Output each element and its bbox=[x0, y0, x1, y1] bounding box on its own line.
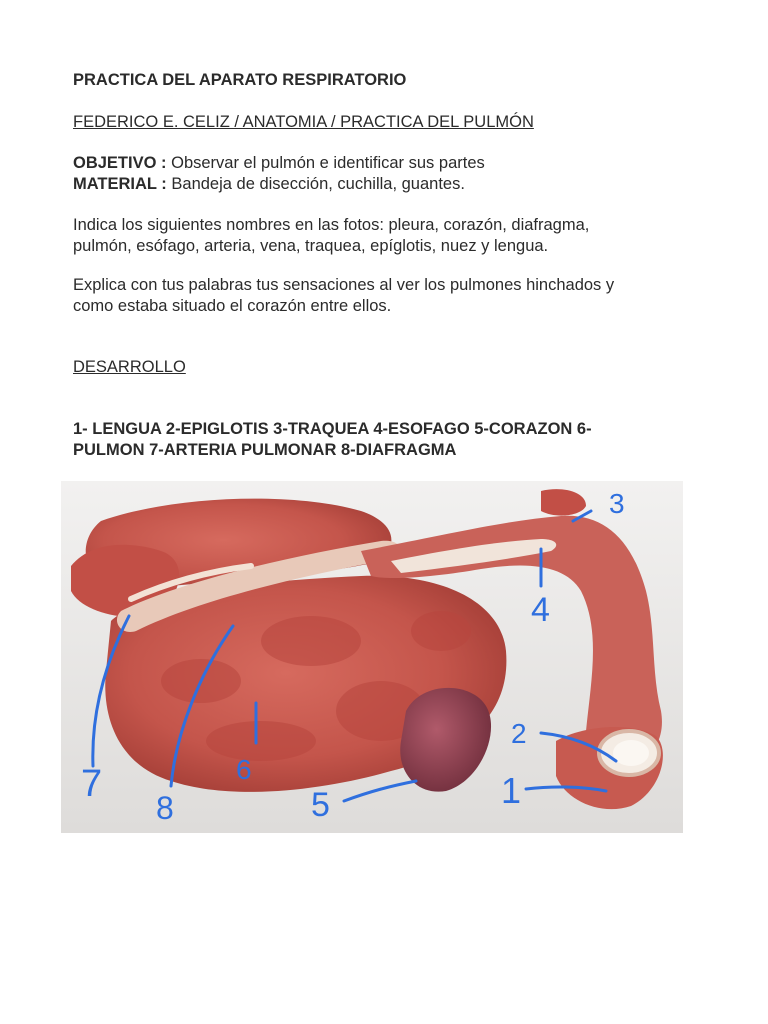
document-title: PRACTICA DEL APARATO RESPIRATORIO bbox=[73, 71, 407, 89]
desarrollo-heading: DESARROLLO bbox=[73, 358, 186, 376]
objetivo-text: Observar el pulmón e identificar sus partes bbox=[171, 154, 485, 172]
lung-dissection-photo bbox=[61, 481, 683, 833]
explica-line-1: Explica con tus palabras tus sensaciones al ver los pulmones hinchados y bbox=[73, 276, 615, 294]
author-line: FEDERICO E. CELIZ / ANATOMIA / PRACTICA DEL PULMÓN bbox=[73, 113, 534, 131]
indica-line-2: pulmón, esófago, arteria, vena, traquea, epíglotis, nuez y lengua. bbox=[73, 237, 549, 255]
legend-line-2: PULMON 7-ARTERIA PULMONAR 8-DIAFRAGMA bbox=[73, 441, 457, 459]
objetivo-line bbox=[73, 153, 485, 173]
label-3: 3 bbox=[609, 488, 625, 519]
objetivo-label: OBJETIVO : bbox=[73, 154, 167, 172]
explica-line-2: como estaba situado el corazón entre ellos. bbox=[73, 297, 392, 315]
material-text: Bandeja de disección, cuchilla, guantes. bbox=[171, 175, 465, 193]
label-2: 2 bbox=[511, 718, 527, 749]
material-line bbox=[73, 174, 465, 194]
label-1: 1 bbox=[501, 770, 522, 811]
label-8: 8 bbox=[156, 790, 174, 826]
label-4: 4 bbox=[531, 591, 550, 629]
material-label: MATERIAL : bbox=[73, 175, 167, 193]
label-7: 7 bbox=[81, 763, 103, 805]
indica-line-1: Indica los siguientes nombres en las fotos: pleura, corazón, diafragma, bbox=[73, 216, 590, 234]
label-5: 5 bbox=[311, 786, 330, 824]
photo-drawing bbox=[61, 481, 683, 833]
label-6: 6 bbox=[236, 754, 252, 785]
legend-line-1: 1- LENGUA 2-EPIGLOTIS 3-TRAQUEA 4-ESOFAGO 5-CORAZON 6- bbox=[73, 420, 592, 438]
